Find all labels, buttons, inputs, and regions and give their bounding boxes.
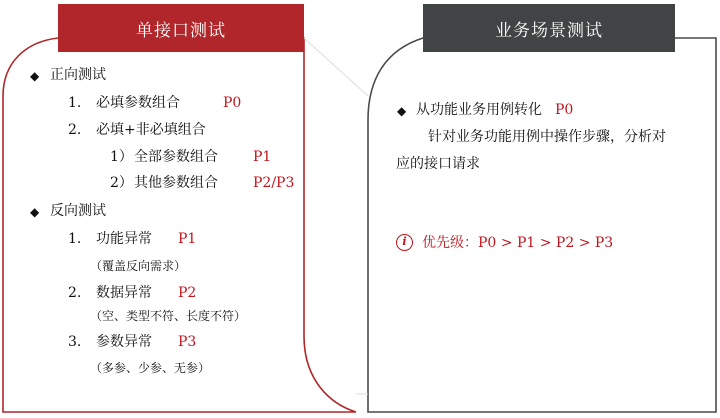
list-item-note: （多参、少参、无参）: [90, 361, 211, 375]
section-heading-positive: 正向测试: [50, 67, 106, 83]
list-item-number: 1.: [68, 95, 82, 111]
right-panel-title: 业务场景测试: [423, 4, 675, 52]
list-item-number: 1.: [68, 231, 82, 247]
diamond-icon: ◆: [397, 104, 407, 118]
diamond-icon: ◆: [30, 205, 40, 219]
priority-label: P2: [178, 285, 197, 301]
priority-label: P0: [223, 95, 242, 111]
list-item-text: 数据异常: [96, 285, 152, 301]
priority-label: P0: [555, 102, 574, 118]
priority-label: P1: [178, 231, 197, 247]
list-item-number: 2.: [68, 285, 82, 301]
right-description-line: 针对业务功能用例中操作步骤，分析对: [428, 129, 666, 145]
priority-order: 优先级：P0 > P1 > P2 > P3: [422, 235, 614, 251]
sublist-item-text: 全部参数组合: [134, 149, 218, 165]
priority-label: P1: [253, 149, 272, 165]
priority-label: P2/P3: [253, 175, 295, 191]
list-item-note: （空、类型不符、长度不符）: [90, 309, 247, 323]
right-description-line: 应的接口请求: [396, 156, 480, 172]
list-item-text: 参数异常: [96, 334, 152, 350]
right-heading: 从功能业务用例转化: [416, 102, 542, 118]
sublist-item-number: 1）: [110, 149, 133, 165]
right-panel-border: [368, 38, 716, 412]
sublist-item-number: 2）: [110, 175, 133, 191]
info-icon: i: [396, 234, 413, 251]
list-item-text: 必填+非必填组合: [96, 122, 206, 138]
diamond-icon: ◆: [30, 69, 40, 83]
priority-label: P3: [178, 334, 197, 350]
list-item-text: 功能异常: [96, 231, 152, 247]
sublist-item-text: 其他参数组合: [134, 175, 218, 191]
list-item-text: 必填参数组合: [96, 95, 180, 111]
section-heading-negative: 反向测试: [50, 203, 106, 219]
list-item-number: 3.: [68, 334, 82, 350]
list-item-number: 2.: [68, 122, 82, 138]
connector-line: [304, 38, 368, 96]
left-panel-title: 单接口测试: [58, 4, 304, 52]
list-item-note: （覆盖反向需求）: [90, 259, 187, 273]
